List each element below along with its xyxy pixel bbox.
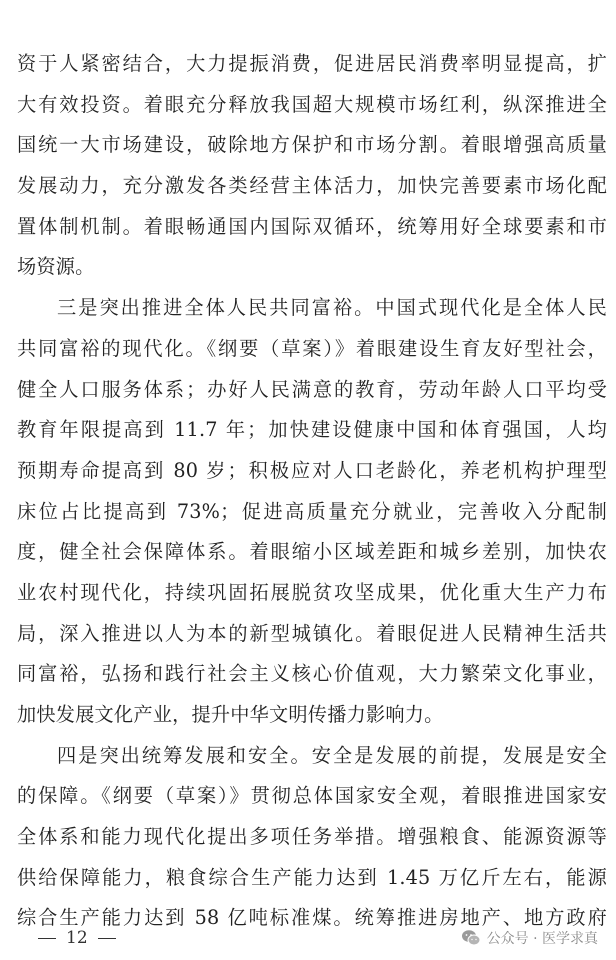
wechat-icon [461, 929, 481, 947]
wechat-watermark [461, 926, 598, 950]
watermark-text: 公众号 · 医学求真 [486, 931, 598, 947]
body-text [17, 44, 607, 939]
text-line: 发展动力，充分激发各类经营主体活力，加快完善要素市场化配 [17, 174, 607, 198]
text-line: 健全人口服务体系；办好人民满意的教育，劳动年龄人口平均受 [17, 377, 607, 401]
text-line: 资于人紧密结合，大力提振消费，促进居民消费率明显提高，扩 [17, 52, 607, 75]
paragraph-start-line: 四是突出统筹发展和安全。安全是发展的前提，发展是安全 [57, 743, 607, 767]
text-line: 大有效投资。着眼充分释放我国超大规模市场红利，纵深推进全 [17, 92, 607, 116]
text-line: 床位占比提高到 73%；促进高质量充分就业，完善收入分配制 [17, 499, 607, 523]
text-line: 预期寿命提高到 80 岁；积极应对人口老龄化，养老机构护理型 [17, 458, 607, 482]
text-line: 的保障。《纲要（草案）》贯彻总体国家安全观，着眼推进国家安 [17, 784, 607, 808]
text-line: 同富裕，弘扬和践行社会主义核心价值观，大力繁荣文化事业， [17, 662, 607, 686]
text-line: 共同富裕的现代化。《纲要（草案）》着眼建设生育友好型社会， [17, 336, 607, 360]
page-number-dash-right [98, 938, 116, 939]
text-line: 供给保障能力，粮食综合生产能力达到 1.45 万亿斤左右，能源 [17, 865, 607, 889]
text-line: 置体制机制。着眼畅通国内国际双循环，统筹用好全球要素和市 [17, 214, 607, 238]
text-line: 局，深入推进以人为本的新型城镇化。着眼促进人民精神生活共 [17, 621, 607, 645]
text-line: 综合生产能力达到 58 亿吨标准煤。统筹推进房地产、地方政府 [17, 906, 607, 930]
page-number [38, 925, 116, 951]
text-line: 度，健全社会保障体系。着眼缩小区域差距和城乡差别，加快农 [17, 540, 607, 564]
page-number-dash-left [38, 938, 56, 939]
text-line: 全体系和能力现代化提出多项任务举措。增强粮食、能源资源等 [17, 825, 607, 849]
text-line: 加快发展文化产业，提升中华文明传播力影响力。 [17, 703, 444, 726]
text-line: 业农村现代化，持续巩固拓展脱贫攻坚成果，优化重大生产力布 [17, 580, 607, 604]
paragraph-start-line: 三是突出推进全体人民共同富裕。中国式现代化是全体人民 [57, 296, 607, 320]
text-line: 场资源。 [17, 255, 95, 279]
text-line: 教育年限提高到 11.7 年；加快建设健康中国和体育强国，人均 [17, 418, 607, 442]
text-line: 国统一大市场建设，破除地方保护和市场分割。着眼增强高质量 [17, 133, 607, 157]
page-number-text: 12 [66, 928, 88, 948]
